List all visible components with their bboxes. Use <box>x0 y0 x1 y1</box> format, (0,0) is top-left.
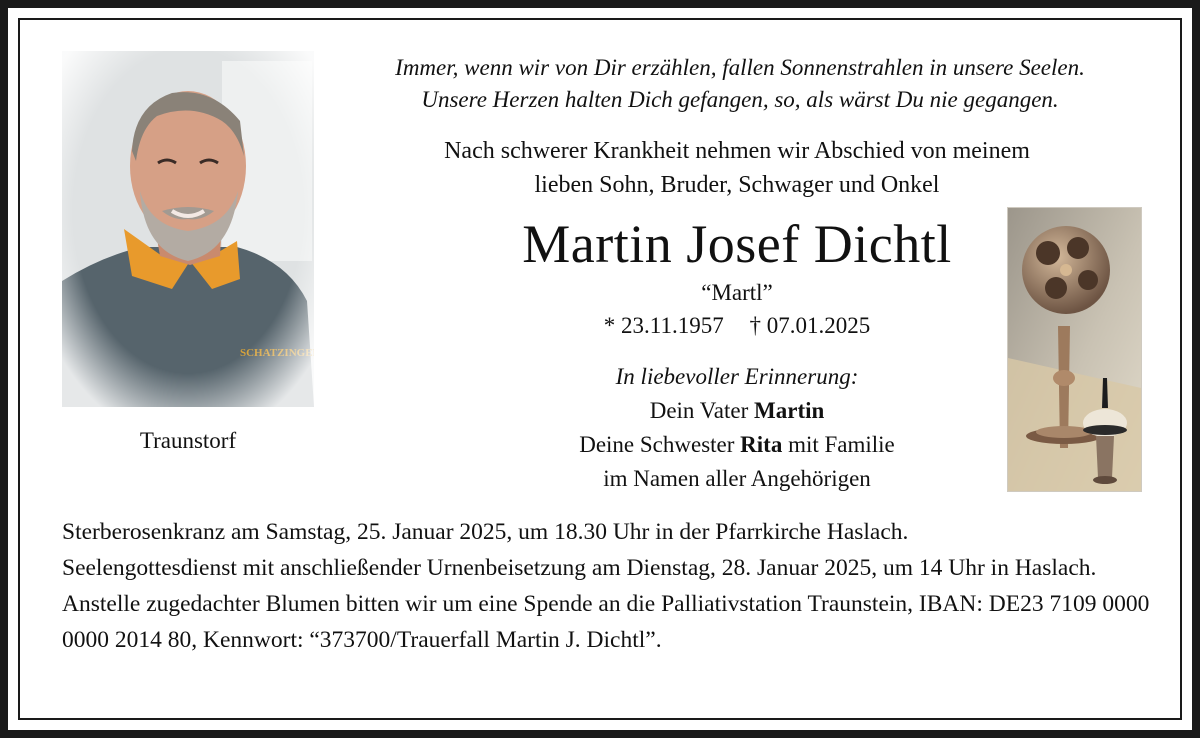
quote-line-1: Immer, wenn wir von Dir erzählen, fallen Sonnenstrahlen in unsere Seelen. <box>395 55 1085 80</box>
service-details <box>62 514 1152 658</box>
mourner-father-prefix: Dein Vater <box>649 398 755 423</box>
deceased-nickname: “Martl” <box>701 280 773 305</box>
intro-line-1: Nach schwerer Krankheit nehmen wir Abschied von meinem <box>444 138 1030 164</box>
decorative-vase-image <box>1007 207 1142 492</box>
mourners-heading: In liebevoller Erinnerung: <box>615 364 859 389</box>
funeral-service-info: Seelengottesdienst mit anschließender Urnenbeisetzung am Dienstag, 28. Januar 2025, um 14 Uhr in Haslach. <box>62 555 1097 581</box>
announcement-intro <box>320 134 1154 202</box>
donation-info: Anstelle zugedachter Blumen bitten wir um eine Spende an die Palliativstation Traunstein, IBAN: DE23 7109 0000 0000 2014 80, Kennwort: “373700/Trauerfall Martin J. Dichtl”. <box>62 591 1150 653</box>
location-label: Traunstorf <box>139 428 237 453</box>
mourner-relatives: im Namen aller Angehörigen <box>603 466 871 491</box>
intro-line-2: lieben Sohn, Bruder, Schwager und Onkel <box>534 172 940 198</box>
mourner-sister-suffix: mit Familie <box>782 432 895 457</box>
mourner-father-name: Martin <box>754 398 825 423</box>
mourner-sister-prefix: Deine Schwester <box>579 432 741 457</box>
mourner-sister-name: Rita <box>740 432 783 457</box>
memorial-quote <box>320 52 1160 116</box>
birth-date: * 23.11.1957 <box>603 313 724 338</box>
death-date: † 07.01.2025 <box>749 313 871 338</box>
rosary-info: Sterberosenkranz am Samstag, 25. Januar 2025, um 18.30 Uhr in der Pfarrkirche Haslach. <box>62 519 909 545</box>
deceased-name: Martin Josef Dichtl <box>522 214 952 274</box>
quote-line-2: Unsere Herzen halten Dich gefangen, so, als wärst Du nie gegangen. <box>421 87 1059 112</box>
portrait-photo <box>62 51 314 407</box>
